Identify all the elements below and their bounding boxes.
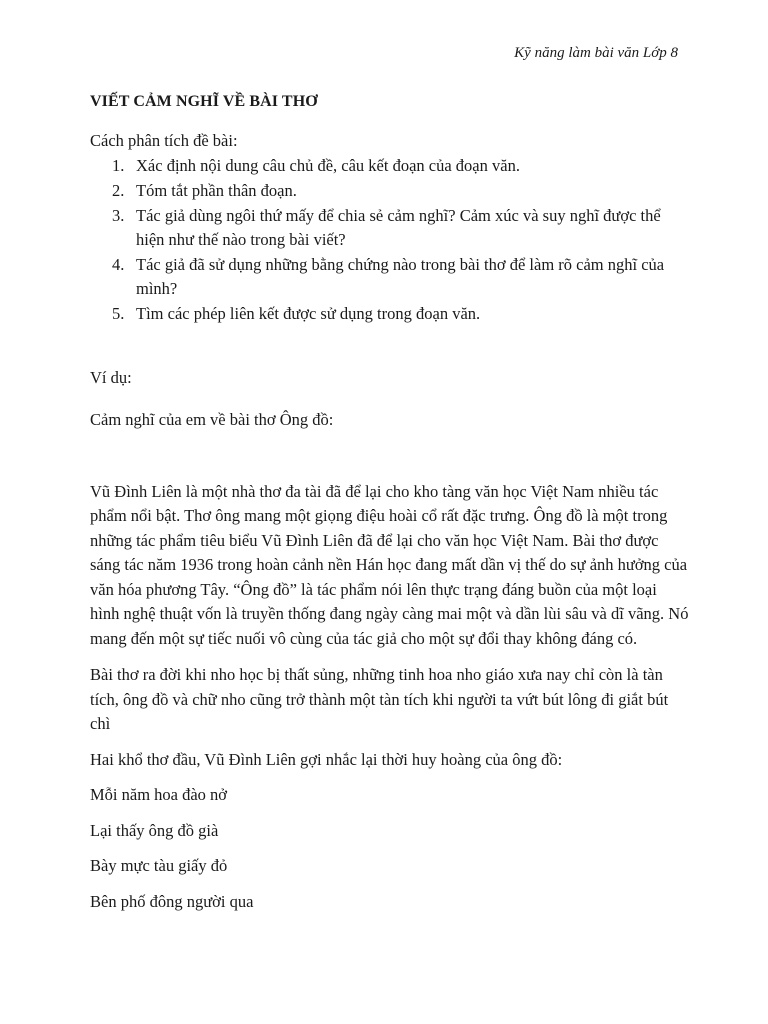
list-text: Tìm các phép liên kết được sử dụng trong đoạn văn. — [136, 303, 481, 323]
poem-verse: Mỗi năm hoa đào nở — [90, 785, 228, 804]
list-text: Xác định nội dung câu chủ đề, câu kết đoạn của đoạn văn. — [136, 155, 520, 175]
body-paragraph: Bài thơ ra đời khi nho học bị thất sủng, những tinh hoa nho giáo xưa nay chỉ còn là tàn tích, ông đồ và chữ nho cũng trở thành một tàn tích khi người ta vứt bút lông đi giắt bút chì — [90, 665, 669, 733]
analysis-steps-list — [90, 154, 690, 326]
poem-verse: Bày mực tàu giấy đỏ — [90, 856, 228, 875]
list-number: 1. — [112, 155, 125, 175]
poem-verse: Lại thấy ông đồ già — [90, 820, 219, 840]
list-item — [90, 154, 690, 178]
list-item — [90, 204, 690, 252]
list-number: 4. — [112, 254, 125, 274]
intro-text: Cách phân tích đề bài: — [90, 131, 238, 150]
example-heading: Cảm nghĩ của em về bài thơ Ông đồ: — [90, 410, 334, 429]
list-number: 5. — [112, 303, 125, 323]
document-body — [90, 93, 690, 914]
list-number: 2. — [112, 180, 125, 200]
poem-verse: Bên phố đông người qua — [90, 891, 254, 911]
list-item — [90, 302, 690, 326]
list-text: Tác giả dùng ngôi thứ mấy để chia sẻ cảm nghĩ? Cảm xúc và suy nghĩ được thể hiện như thế nào trong bài viết? — [136, 205, 661, 249]
example-label: Ví dụ: — [90, 367, 132, 387]
list-text: Tóm tắt phần thân đoạn. — [136, 180, 297, 200]
list-number: 3. — [112, 205, 125, 225]
document-title: VIẾT CẢM NGHĨ VỀ BÀI THƠ — [90, 93, 318, 110]
list-item — [90, 253, 690, 301]
list-item — [90, 179, 690, 203]
body-paragraph: Hai khổ thơ đầu, Vũ Đình Liên gợi nhắc lại thời huy hoàng của ông đồ: — [90, 749, 563, 769]
running-header: Kỹ năng làm bài văn Lớp 8 — [514, 45, 678, 61]
body-paragraph: Vũ Đình Liên là một nhà thơ đa tài đã để lại cho kho tàng văn học Việt Nam nhiều tác phẩm nổi bật. Thơ ông mang một giọng điệu hoài cổ rất đặc trưng. Ông đồ là một trong những tác phẩm tiêu biểu Vũ Đình Liên đã để lại cho văn học Việt Nam. Bài thơ được sáng tác năm 1936 trong hoàn cảnh nền Hán học đang mất dần vị thế do sự ảnh hưởng của văn hóa phương Tây. “Ông đồ” là tác phẩm nói lên thực trạng đáng buồn của một loại hình nghệ thuật vốn là truyền thống đang ngày càng mai một và dần lùi sâu và dĩ vãng. Nó mang đến một sự tiếc nuối vô cùng của tác giả cho một sự đổi thay không đáng có. — [90, 481, 689, 648]
list-text: Tác giả đã sử dụng những bằng chứng nào trong bài thơ để làm rõ cảm nghĩ của mình? — [136, 254, 665, 298]
